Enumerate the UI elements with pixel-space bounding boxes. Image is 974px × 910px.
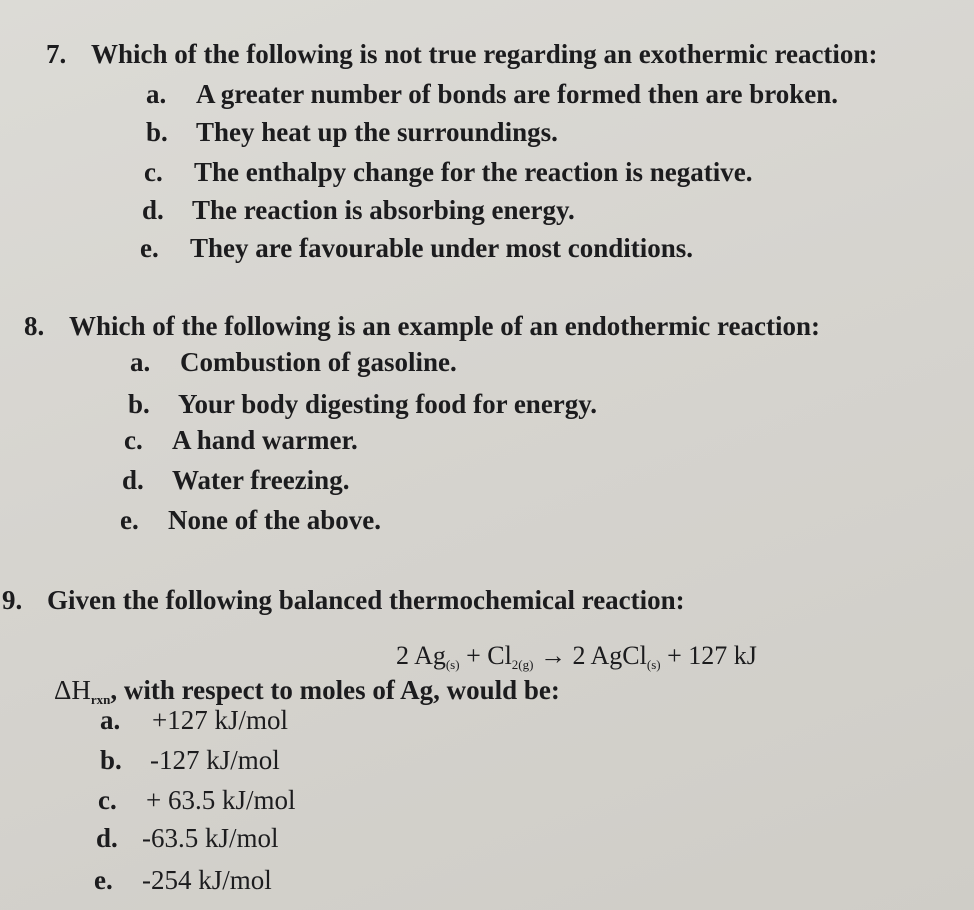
question-number: 9.	[2, 585, 23, 615]
question-9-stem: 9. Given the following balanced thermochemical reaction:	[2, 585, 685, 615]
emphasis-not: not	[384, 39, 422, 69]
option-7a: a. A greater number of bonds are formed then are broken.	[146, 79, 838, 109]
delta-h-line: $\Delta H_{rxn}$, with respect to moles of Ag, would be:	[54, 675, 560, 707]
option-9d: d. -63.5 kJ/mol	[96, 823, 279, 853]
option-7e: e. They are favourable under most conditions.	[140, 233, 694, 263]
question-number: 8.	[24, 311, 45, 341]
thermochemical-equation: 2 $Ag_{(s)} + Cl_{2(g)} \to 2$ AgCl$_{(s)}$ + 127 kJ	[396, 641, 757, 672]
option-9a: a. +127 kJ/mol	[100, 705, 288, 735]
question-8-stem: 8. Which of the following is an example of an endothermic reaction:	[24, 311, 820, 341]
option-9c: c. + 63.5 kJ/mol	[98, 785, 296, 815]
option-8d: d. Water freezing.	[122, 465, 350, 495]
option-7b: b. They heat up the surroundings.	[146, 117, 558, 147]
option-9e: e. -254 kJ/mol	[94, 865, 272, 895]
question-7-stem: 7. Which of the following is not true regarding an exothermic reaction:	[46, 39, 878, 69]
option-7c: c. The enthalpy change for the reaction is negative.	[144, 157, 753, 187]
option-8a: a. Combustion of gasoline.	[130, 347, 457, 377]
option-9b: b. -127 kJ/mol	[100, 745, 280, 775]
option-8c: c. A hand warmer.	[124, 425, 358, 455]
option-8e: e. None of the above.	[120, 505, 381, 535]
option-7d: d. The reaction is absorbing energy.	[142, 195, 575, 225]
option-8b: b. Your body digesting food for energy.	[128, 389, 598, 419]
question-number: 7.	[46, 39, 67, 69]
